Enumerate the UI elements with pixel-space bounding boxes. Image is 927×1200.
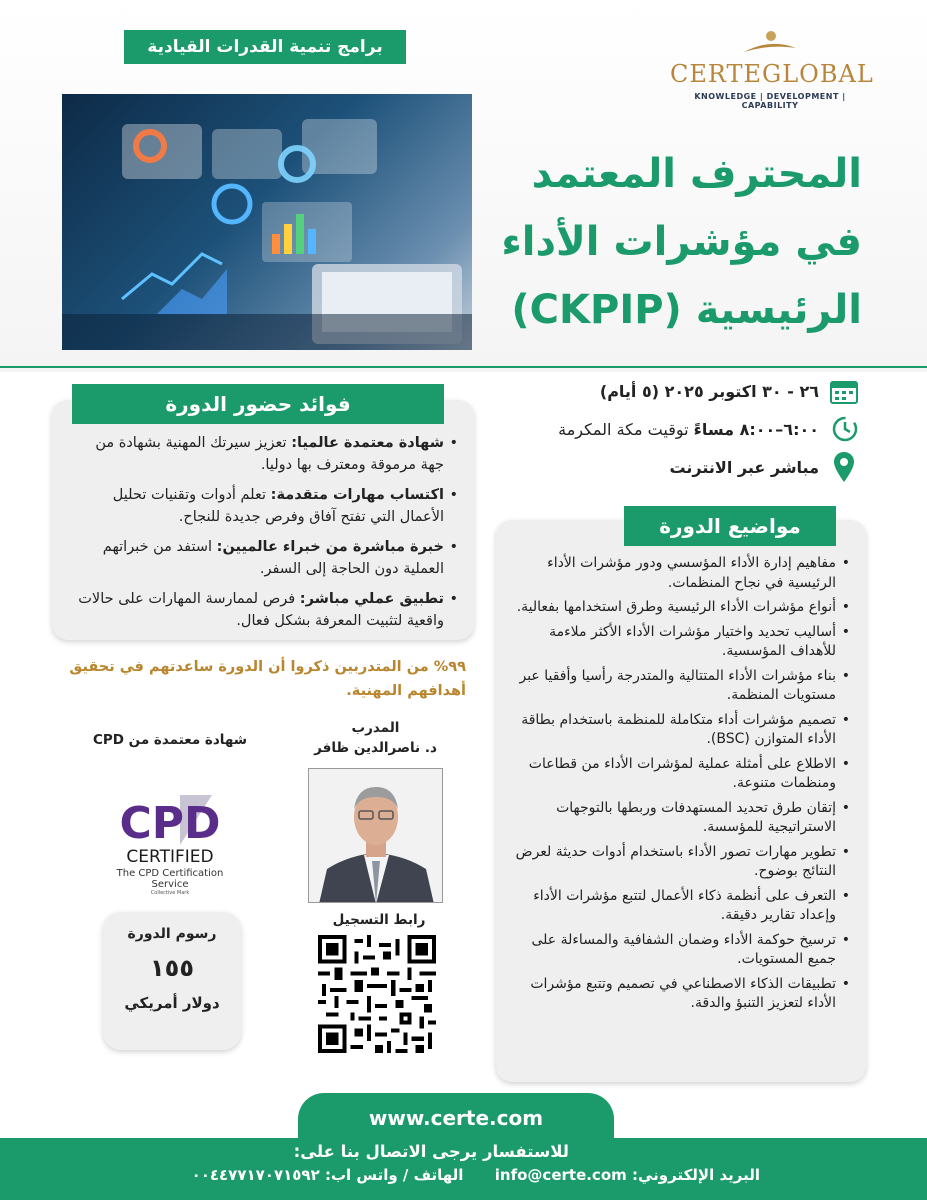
topics-panel	[496, 520, 866, 1082]
calendar-icon	[829, 376, 859, 406]
topic-item: • ترسيخ حوكمة الأداء وضمان الشفافية والمساءلة على جميع المستويات.	[510, 931, 850, 970]
section-divider	[0, 366, 927, 368]
benefit-item-title: تطبيق عملي مباشر:	[299, 591, 444, 607]
benefit-item	[68, 536, 458, 580]
topic-item: • التعرف على أنظمة ذكاء الأعمال لتتبع مؤشرات الأداء وإعداد تقارير دقيقة.	[510, 887, 850, 926]
topic-item: • مفاهيم إدارة الأداء المؤسسي ودور مؤشرات الأداء الرئيسية في نجاح المنظمات.	[510, 554, 850, 593]
course-time-zone: توقيت مكة المكرمة	[558, 419, 694, 439]
topic-item: • تطبيقات الذكاء الاصطناعي في تصميم وتتبع مؤشرات الأداء لتعزيز التنبؤ والدقة.	[510, 975, 850, 1014]
benefits-heading: فوائد حضور الدورة	[72, 384, 444, 424]
topic-item: • أنواع مؤشرات الأداء الرئيسية وطرق استخدامها بفعالية.	[510, 598, 850, 618]
topics-heading: مواضيع الدورة	[624, 506, 836, 546]
topics-list	[510, 554, 850, 1019]
cpd-logo-word: CPD	[119, 798, 221, 849]
fee-currency: دولار أمريكي	[124, 994, 220, 1012]
benefit-item	[68, 432, 458, 476]
logo-swoosh-icon	[740, 28, 800, 58]
trainer-caption	[308, 718, 443, 758]
course-dates-row	[600, 376, 859, 406]
phone-number[interactable]: ٠٠٤٤٧٧١٧٠٧١٥٩٢	[191, 1166, 320, 1184]
cpd-logo-mark: Collective Mark	[150, 890, 190, 895]
topic-item: • أساليب تحديد واختيار مؤشرات الأداء الأكثر ملاءمة للأهداف المؤسسية.	[510, 623, 850, 662]
cpd-certified-logo	[100, 790, 240, 895]
benefit-item-text: تعزيز سيرتك المهنية بشهادة من جهة مرموقة ومعترف بها دوليا.	[95, 435, 444, 473]
trainer-role: المدرب	[351, 720, 400, 736]
logo-tagline: KNOWLEDGE | DEVELOPMENT | CAPABILITY	[694, 92, 846, 110]
email-label: البريد الإلكتروني:	[626, 1166, 760, 1184]
satisfaction-stat: ٩٩% من المتدربين ذكروا أن الدورة ساعدتهم في تحقيق أهدافهم المهنية.	[69, 659, 466, 699]
cpd-logo-certified: CERTIFIED	[126, 847, 214, 867]
course-title-line-3: الرئيسية (CKPIP)	[511, 287, 862, 333]
course-title	[490, 140, 862, 344]
benefit-item	[68, 588, 458, 632]
course-location-row	[669, 452, 859, 482]
benefits-list	[68, 432, 458, 640]
course-title-line-1: المحترف المعتمد	[531, 151, 862, 197]
benefit-item-title: خبرة مباشرة من خبراء عالميين:	[216, 539, 444, 555]
benefit-item-title: شهادة معتمدة عالميا:	[291, 435, 444, 451]
benefits-panel	[52, 400, 474, 640]
contact-heading: للاستفسار يرجى الاتصال بنا على:	[293, 1142, 569, 1161]
topic-item: • إتقان طرق تحديد المستهدفات وربطها بالتوجهات الاستراتيجية للمؤسسة.	[510, 799, 850, 838]
cpd-certification-label: شهادة معتمدة من CPD	[92, 732, 248, 748]
contact-footer	[0, 1138, 927, 1200]
email-link[interactable]: info@certe.com	[494, 1166, 627, 1184]
fee-label: رسوم الدورة	[127, 926, 217, 942]
program-badge: برامج تنمية القدرات القيادية	[124, 30, 406, 64]
course-location: مباشر عبر الانترنت	[669, 457, 819, 477]
phone-label: الهاتف / واتس اب:	[319, 1166, 464, 1184]
course-fee-card	[103, 912, 241, 1050]
clock-icon	[829, 414, 859, 444]
cpd-logo-service: The CPD Certification	[116, 868, 224, 879]
course-time-row	[558, 414, 859, 444]
course-time-hours: ٦:٠٠–٨:٠٠ مساءً	[693, 419, 819, 439]
course-time	[558, 420, 819, 439]
logo-wordmark: CERTEGLOBAL	[670, 60, 874, 88]
certeglobal-logo	[670, 28, 874, 112]
benefit-item-title: اكتساب مهارات متقدمة:	[270, 487, 444, 503]
contact-details	[170, 1166, 760, 1184]
topic-item: • تطوير مهارات تصور الأداء باستخدام أدوات حديثة لعرض النتائج بوضوح.	[510, 843, 850, 882]
topic-item: • الاطلاع على أمثلة عملية لمؤشرات الأداء من قطاعات ومنظمات متنوعة.	[510, 755, 850, 794]
benefit-item	[68, 484, 458, 528]
registration-label: رابط التسجيل	[332, 912, 426, 928]
trainer-name: د. ناصرالدين ظافر	[314, 740, 437, 756]
benefit-item-text: تعلم أدوات وتقنيات تحليل الأعمال التي تفتح آفاق وفرص جديدة للنجاح.	[112, 487, 444, 525]
website-link[interactable]: www.certe.com	[298, 1093, 614, 1143]
location-pin-icon	[829, 452, 859, 482]
hero-image-dashboard	[62, 94, 472, 350]
benefit-item-text: فرص لممارسة المهارات على حالات واقعية لتثبيت المعرفة بشكل فعال.	[78, 591, 444, 629]
topic-item: • تصميم مؤشرات أداء متكاملة للمنظمة باستخدام بطاقة الأداء المتوازن (BSC).	[510, 711, 850, 750]
fee-amount: ١٥٥	[150, 954, 194, 982]
registration-qr-code[interactable]	[318, 935, 436, 1053]
course-dates: ٢٦ - ٣٠ اكتوبر ٢٠٢٥ (٥ أيام)	[599, 381, 819, 401]
course-title-line-2: في مؤشرات الأداء	[501, 219, 862, 265]
cpd-logo-service-2: Service	[151, 879, 189, 890]
topic-item: • بناء مؤشرات الأداء المتتالية والمتدرجة رأسيا وأفقيا عبر مستويات المنظمة.	[510, 667, 850, 706]
trainer-photo	[308, 768, 443, 903]
benefit-item-text: استفد من خبراتهم العملية دون الحاجة إلى السفر.	[102, 539, 444, 577]
